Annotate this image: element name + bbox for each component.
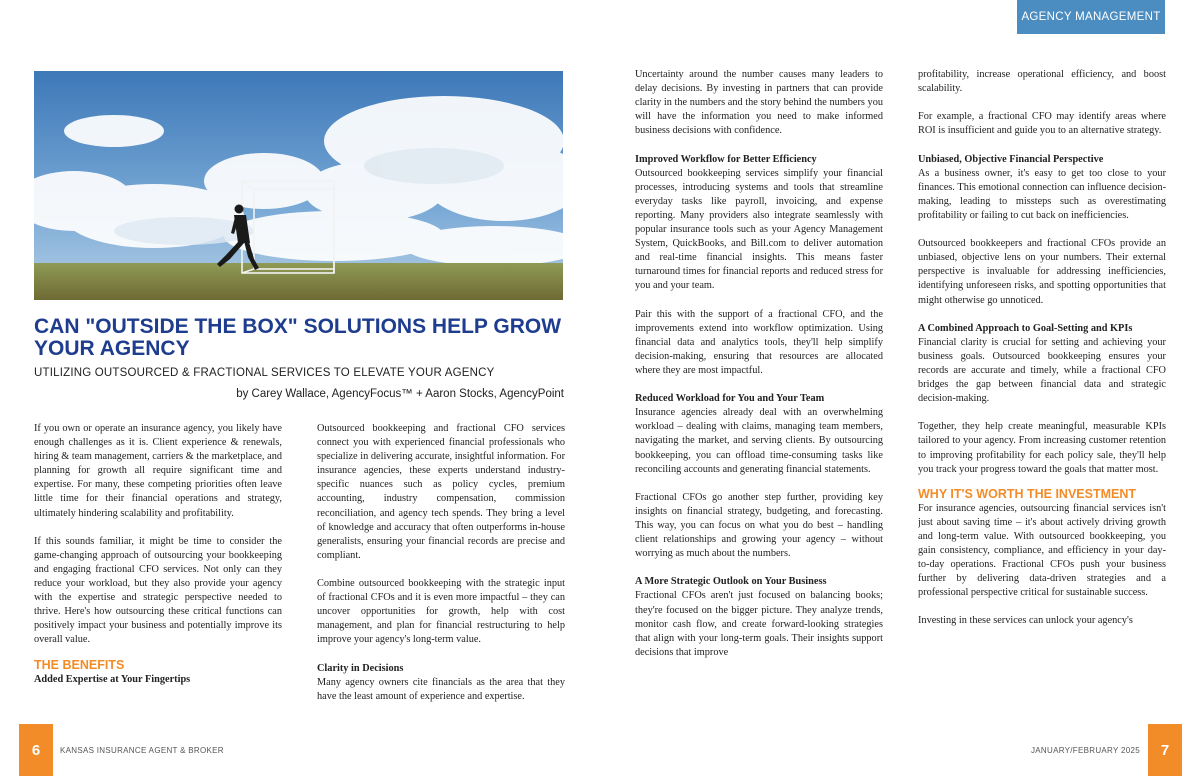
column-4 xyxy=(918,68,1166,708)
paragraph: Fractional CFOs aren't just focused on balancing books; they're focused on the bigger picture. They analyze trends, monitor cash flow, and create forward-looking strategies that align with your long-term goals. Their insights support decisions that improve xyxy=(635,590,883,658)
subheading-outlook: A More Strategic Outlook on Your Business xyxy=(635,576,827,588)
section-tag: AGENCY MANAGEMENT xyxy=(1017,0,1165,34)
section-heading-benefits: THE BENEFITS xyxy=(34,657,125,672)
paragraph: Financial clarity is crucial for setting and achieving your business goals. Outsourced bookkeeping ensures your records are accurate and timely, while a fractional CFO bridges the gap between financial data and strategic decision-making. xyxy=(918,336,1166,405)
paragraph: Together, they help create meaningful, measurable KPIs tailored to your agency. From increasing customer retention to improving profitability for each policy sale, they'll help you track your progress toward the goals that matter most. xyxy=(918,421,1166,475)
paragraph: profitability, increase operational efficiency, and boost scalability. xyxy=(918,69,1166,95)
subheading-workflow: Improved Workflow for Better Efficiency xyxy=(635,153,817,165)
paragraph: Insurance agencies already deal with an overwhelming workload – dealing with claims, managing team members, navigating the market, and serving clients. By outsourcing bookkeeping, you can offload time-consuming tasks like reconciling accounts and generating financial statements. xyxy=(635,407,883,475)
subheading-expertise: Added Expertise at Your Fingertips xyxy=(34,673,191,685)
paragraph: If this sounds familiar, it might be time to consider the game-changing approach of outsourcing your bookkeeping and engaging fractional CFO services. Not only can they reduce your workload, but they also provide your agency with the expertise and strategic perspective needed to thrive. Here's how outsourcing these critical functions can positively impact your business and potentially improve its overall value. xyxy=(34,535,282,646)
subheading-combined: A Combined Approach to Goal-Setting and KPIs xyxy=(918,322,1133,334)
paragraph: Outsourced bookkeeping services simplify your financial processes, introducing systems and tools that streamline everyday tasks like payroll, invoicing, and expense reporting. Many providers also integrate seamlessly with popular insurance tools such as your Agency Management System, QuickBooks, and Bill.com to deliver automation and real-time financial insights. This means faster turnaround times for financial reports and reduced stress for you and your team. xyxy=(635,167,883,292)
paragraph: Pair this with the support of a fractional CFO, and the improvements extend into workflow optimization. Using financial data and analytics tools, they'll help simplify decision-making, ensuring that resources are allocated where they are most impactful. xyxy=(635,308,883,376)
article-byline: by Carey Wallace, AgencyFocus™ + Aaron Stocks, AgencyPoint xyxy=(236,388,564,400)
paragraph: For example, a fractional CFO may identify areas where ROI is insufficient and guide you to an alternative strategy. xyxy=(918,111,1166,137)
article-title: CAN "OUTSIDE THE BOX" SOLUTIONS HELP GROW YOUR AGENCY xyxy=(34,315,562,360)
subheading-clarity: Clarity in Decisions xyxy=(317,662,404,674)
paragraph: If you own or operate an insurance agency, you likely have enough challenges as it is. Client experience & renewals, hiring & team management, carriers & the marketplace, and planning for growth all require significant time and expertise. For many, these competing priorities often leave little time for their financial operations and strategy, ultimately hindering scalability and profitability. xyxy=(34,423,282,519)
subheading-workload: Reduced Workload for You and Your Team xyxy=(635,393,825,405)
hero-image xyxy=(34,71,563,300)
paragraph: Outsourced bookkeeping and fractional CFO services connect you with experienced financial professionals who specialize in delivering accurate, insightful information. For insurance agencies, these experts understand industry-specific nuances such as policy cycles, premium accounting, industry compensation, commission reconciliation, and agency tech spends. They bring a level of knowledge and accuracy that often outperforms in-house generalists, ensuring your financial records are precise and compliant. xyxy=(317,423,565,561)
page-number-left: 6 xyxy=(19,724,53,776)
page-number-right: 7 xyxy=(1148,724,1182,776)
publication-name: KANSAS INSURANCE AGENT & BROKER xyxy=(60,746,224,755)
paragraph: Combine outsourced bookkeeping with the strategic input of fractional CFOs and it is even more impactful – they can uncover opportunities for growth, help with cost management, and plan for financial restructuring to help improve your agency's long-term value. xyxy=(317,578,565,646)
article-subtitle: UTILIZING OUTSOURCED & FRACTIONAL SERVICES TO ELEVATE YOUR AGENCY xyxy=(34,367,495,379)
paragraph: Investing in these services can unlock your agency's xyxy=(918,615,1133,627)
paragraph: Outsourced bookkeepers and fractional CFOs provide an unbiased, objective lens on your numbers. Their external perspective is invaluable for addressing inefficiencies, identifying unforeseen risks, and spotting opportunities that might otherwise go unnoticed. xyxy=(918,238,1166,306)
paragraph: Many agency owners cite financials as the area that they have the least amount of experience and expertise. xyxy=(317,676,565,702)
paragraph: For insurance agencies, outsourcing financial services isn't just about saving time – it's about actively driving growth and long-term value. With outsourced bookkeeping, you gain consistency, compliance, and efficiency in your day-to-day operations. Fractional CFOs push your business further by delivering data-driven strategies and a professional perspective critical for sustainable success. xyxy=(918,502,1166,599)
paragraph: Fractional CFOs go another step further, providing key insights on financial strategy, budgeting, and forecasting. This way, you can focus on what you do best – handling client relationships and growing your agency – without worrying as much about the numbers. xyxy=(635,491,883,560)
column-2 xyxy=(317,422,565,712)
paragraph: As a business owner, it's easy to get too close to your finances. This emotional connection can influence decision-making, leading to missteps such as overestimating profitability or failing to cut back on inefficiencies. xyxy=(918,167,1166,221)
paragraph: Uncertainty around the number causes many leaders to delay decisions. By investing in partners that can provide clarity in the numbers and the story behind the numbers you will have the information you need to make informed business decisions with confidence. xyxy=(635,69,883,137)
issue-date: JANUARY/FEBRUARY 2025 xyxy=(1030,746,1140,755)
column-3 xyxy=(635,68,883,708)
subheading-unbiased: Unbiased, Objective Financial Perspective xyxy=(918,153,1104,165)
section-heading-worth: WHY IT'S WORTH THE INVESTMENT xyxy=(918,486,1137,501)
column-1 xyxy=(34,422,282,712)
